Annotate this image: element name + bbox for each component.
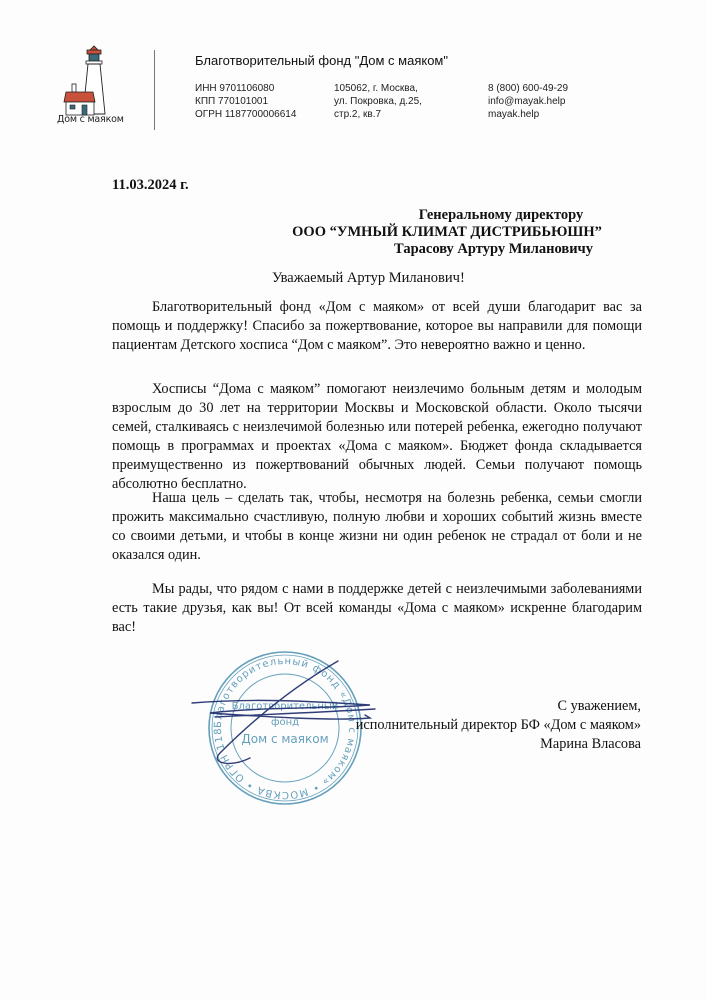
requisites-block bbox=[195, 82, 296, 121]
website-link[interactable]: mayak.help bbox=[488, 109, 540, 120]
org-name: Благотворительный фонд "Дом с маяком" bbox=[195, 53, 448, 68]
addressee-block bbox=[247, 207, 647, 258]
signer-title: исполнительный директор БФ «Дом с маяком» bbox=[355, 717, 641, 733]
official-stamp bbox=[190, 643, 380, 813]
letter-date: 11.03.2024 г. bbox=[112, 177, 189, 193]
address-line: ул. Покровка, д.25, bbox=[334, 96, 422, 107]
addressee-position: Генеральному директору bbox=[418, 207, 584, 223]
inn: ИНН 9701106080 bbox=[195, 83, 275, 94]
stamp-seal-icon bbox=[190, 643, 380, 813]
svg-text:Дом с маяком: Дом с маяком bbox=[241, 732, 329, 746]
phone: 8 (800) 600-49-29 bbox=[488, 83, 569, 94]
signoff-block bbox=[356, 697, 641, 754]
address-line: 105062, г. Москва, bbox=[334, 83, 418, 94]
svg-text:Благотворительный фонд «Дом с: Благотворительный фонд «Дом с маяком» • МОСКВА • ОГРН 118 bbox=[212, 655, 358, 801]
greeting: Уважаемый Артур Миланович! bbox=[272, 270, 465, 286]
address-block bbox=[334, 82, 422, 121]
paragraph: Наша цель – сделать так, чтобы, несмотря на болезнь ребенка, семьи смогли прожить максимально счастливую, полную любви и хороших событий жизнь вместе со своими детьми, и чтобы в конце жизни ни один ребенок не страдал от боли и не оказался один. bbox=[112, 490, 642, 563]
contacts-block bbox=[488, 82, 568, 121]
addressee-company: ООО “УМНЫЙ КЛИМАТ ДИСТРИБЬЮШН” bbox=[292, 224, 602, 240]
svg-text:Благотворительный: Благотворительный bbox=[231, 701, 339, 712]
header-divider bbox=[154, 50, 155, 130]
ogrn: ОГРН 1187700006614 bbox=[195, 109, 297, 120]
email-link[interactable]: info@mayak.help bbox=[488, 96, 566, 107]
closing: С уважением, bbox=[557, 698, 641, 714]
paragraph: Мы рады, что рядом с нами в поддержке детей с неизлечимыми заболеваниями есть такие друзья, как вы! От всей команды «Дома с маяком» искренне благодарим вас! bbox=[112, 581, 642, 635]
address-line: стр.2, кв.7 bbox=[334, 109, 382, 120]
paragraph: Благотворительный фонд «Дом с маяком» от всей души благодарит вас за помощь и поддержку! Спасибо за пожертвование, которое вы направили для помощи пациентам Детского хосписа “Дом с маяком”. Это невероятно важно и ценно. bbox=[112, 299, 642, 353]
addressee-name: Тарасову Артуру Милановичу bbox=[394, 241, 593, 257]
logo-caption: Дом с маяком bbox=[57, 114, 124, 125]
kpp: КПП 770101001 bbox=[195, 96, 269, 107]
svg-text:фонд: фонд bbox=[270, 717, 300, 728]
paragraph: Хосписы “Дома с маяком” помогают неизлечимо больным детям и молодым взрослым до 30 лет на территории Москвы и Московской области. Около тысячи семей, сталкиваясь с неизлечимой болезнью или потерей ребенка, ежегодно получают помощь в программах и проектах «Дома с маяком». Бюджет фонда складывается преимущественно из пожертвований обычных людей. Семьи получают помощь абсолютно бесплатно. bbox=[112, 381, 642, 492]
signer-name: Марина Власова bbox=[540, 736, 641, 752]
